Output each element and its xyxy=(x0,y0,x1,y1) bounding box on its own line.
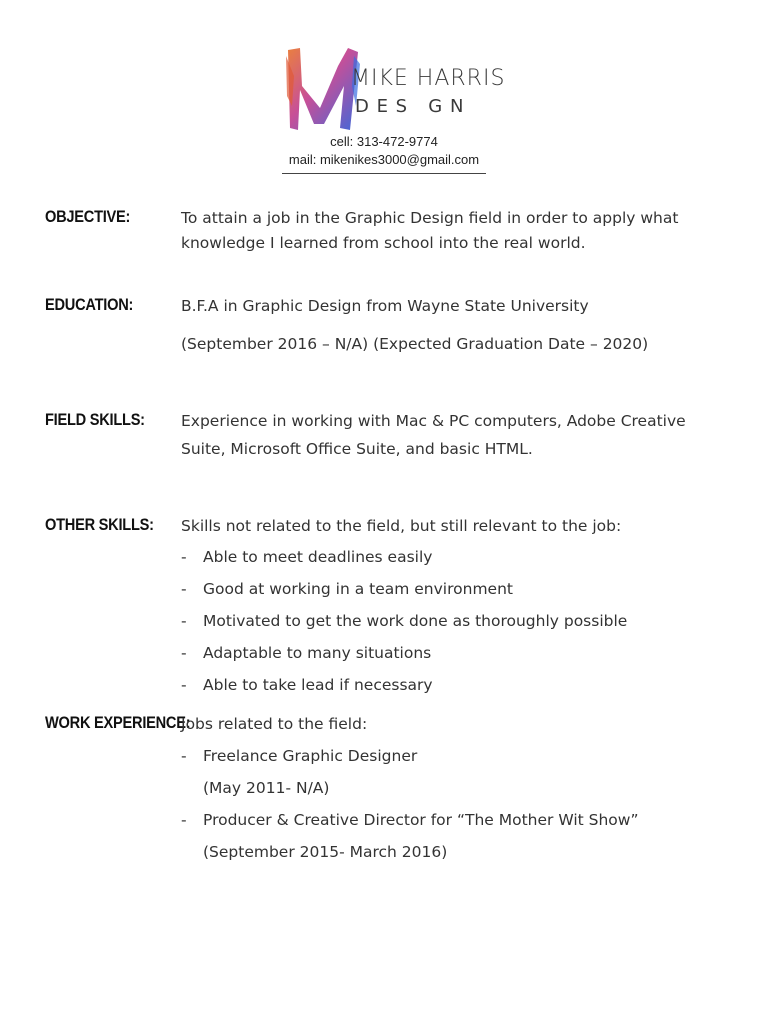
bullet-marker: - xyxy=(181,747,187,765)
contact-phone: cell: 313-472-9774 xyxy=(330,134,438,149)
list-item: Good at working in a team environment xyxy=(203,580,513,598)
bullet-marker: - xyxy=(181,644,187,662)
work-experience-heading: WORK EXPERIENCE: xyxy=(45,713,191,732)
field-skills-heading: FIELD SKILLS: xyxy=(45,410,145,429)
bullet-marker: - xyxy=(181,548,187,566)
bullet-marker: - xyxy=(181,612,187,630)
contact-divider xyxy=(282,173,486,174)
work-experience-intro: Jobs related to the field: xyxy=(181,715,368,733)
brand-subtitle: D E S G N xyxy=(355,96,465,117)
bullet-marker: - xyxy=(181,676,187,694)
other-skills-heading: OTHER SKILLS: xyxy=(45,515,154,534)
mh-logo-icon xyxy=(284,46,360,132)
job-dates: (May 2011- N/A) xyxy=(203,779,330,797)
bullet-marker: - xyxy=(181,580,187,598)
bullet-marker: - xyxy=(181,811,187,829)
education-heading: EDUCATION: xyxy=(45,295,134,314)
field-skills-line: Suite, Microsoft Office Suite, and basic HTML. xyxy=(181,440,533,458)
list-item: Adaptable to many situations xyxy=(203,644,432,662)
job-dates: (September 2015- March 2016) xyxy=(203,843,448,861)
job-title: Producer & Creative Director for “The Mother Wit Show” xyxy=(203,811,639,829)
education-line: B.F.A in Graphic Design from Wayne State University xyxy=(181,297,589,315)
objective-line: To attain a job in the Graphic Design field in order to apply what xyxy=(181,209,679,227)
education-line: (September 2016 – N/A) (Expected Graduation Date – 2020) xyxy=(181,335,649,353)
objective-line: knowledge I learned from school into the real world. xyxy=(181,234,586,252)
contact-email: mail: mikenikes3000@gmail.com xyxy=(288,152,480,167)
list-item: Able to take lead if necessary xyxy=(203,676,433,694)
list-item: Able to meet deadlines easily xyxy=(203,548,433,566)
resume-header xyxy=(0,0,768,180)
list-item: Motivated to get the work done as thoroughly possible xyxy=(203,612,628,630)
job-title: Freelance Graphic Designer xyxy=(203,747,418,765)
objective-heading: OBJECTIVE: xyxy=(45,207,131,226)
brand-name: MIKE HARRIS xyxy=(351,66,506,91)
other-skills-intro: Skills not related to the field, but still relevant to the job: xyxy=(181,517,622,535)
field-skills-line: Experience in working with Mac & PC computers, Adobe Creative xyxy=(181,412,686,430)
